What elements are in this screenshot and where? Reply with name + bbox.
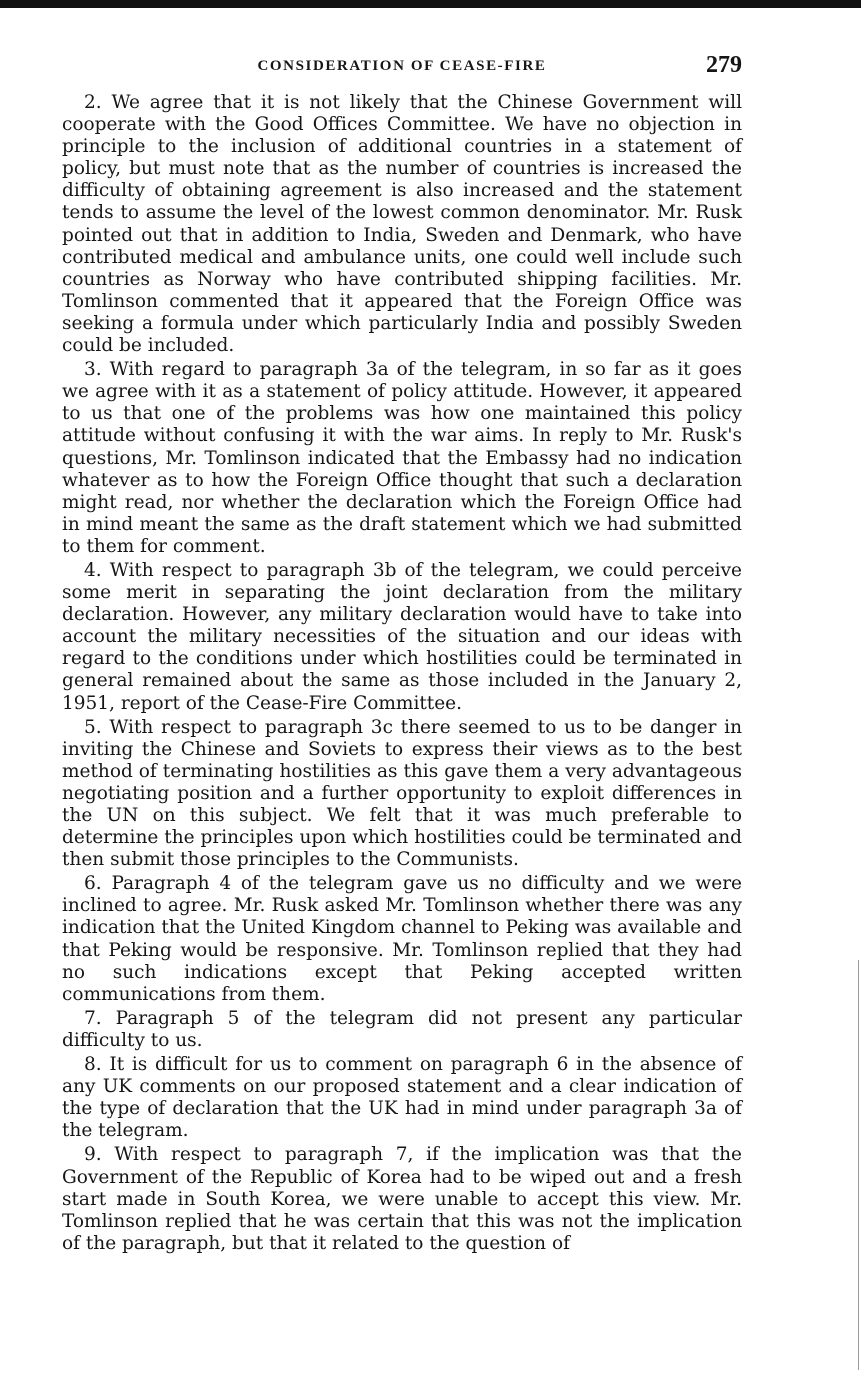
document-page <box>62 52 742 1255</box>
page-number: 279 <box>706 52 742 78</box>
paragraph-3: 3. With regard to paragraph 3a of the telegram, in so far as it goes we agree with it as a statement of policy attitude. However, it appeared to us that one of the problems was how one maintained this policy attitude without confusing it with the war aims. In reply to Mr. Rusk's questions, Mr. Tomlinson indicated that the Embassy had no indication whatever as to how the Foreign Office thought that such a declaration might read, nor whether the declaration which the Foreign Office had in mind meant the same as the draft statement which we had submitted to them for comment. <box>62 359 742 557</box>
right-scan-edge <box>858 960 859 1370</box>
top-scan-edge <box>0 0 861 8</box>
running-head <box>62 52 742 82</box>
paragraph-2: 2. We agree that it is not likely that the Chinese Government will cooperate with the Good Offices Committee. We have no objection in principle to the inclusion of additional countries in a statement of policy, but must note that as the number of countries is increased the difficulty of obtaining agreement is also increased and the statement tends to assume the level of the lowest common denominator. Mr. Rusk pointed out that in addition to India, Sweden and Denmark, who have contributed medical and ambulance units, one could well include such countries as Norway who have contributed shipping facilities. Mr. Tomlinson commented that it appeared that the Foreign Office was seeking a formula under which particularly India and possibly Sweden could be included. <box>62 92 742 357</box>
paragraph-5: 5. With respect to paragraph 3c there seemed to us to be danger in inviting the Chinese and Soviets to express their views as to the best method of terminating hostilities as this gave them a very advantageous negotiating position and a further opportunity to exploit differences in the UN on this subject. We felt that it was much preferable to determine the principles upon which hostilities could be terminated and then submit those principles to the Communists. <box>62 716 742 871</box>
running-title: CONSIDERATION OF CEASE-FIRE <box>257 58 547 74</box>
paragraph-4: 4. With respect to paragraph 3b of the telegram, we could perceive some merit in separating the joint declaration from the military declaration. However, any military declaration would have to take into account the military necessities of the situation and our ideas with regard to the conditions under which hostilities could be terminated in general remained about the same as those included in the January 2, 1951, report of the Cease-Fire Committee. <box>62 559 742 714</box>
paragraph-7: 7. Paragraph 5 of the telegram did not present any particular difficulty to us. <box>62 1007 742 1051</box>
body-text <box>62 92 742 1255</box>
paragraph-6: 6. Paragraph 4 of the telegram gave us no difficulty and we were inclined to agree. Mr. Rusk asked Mr. Tomlinson whether there was any indication that the United Kingdom channel to Peking was available and that Peking would be responsive. Mr. Tomlinson replied that they had no such indications except that Peking accepted written communications from them. <box>62 873 742 1005</box>
paragraph-8: 8. It is difficult for us to comment on paragraph 6 in the absence of any UK comments on our proposed statement and a clear indication of the type of declaration that the UK had in mind under paragraph 3a of the telegram. <box>62 1054 742 1142</box>
paragraph-9: 9. With respect to paragraph 7, if the implication was that the Government of the Republic of Korea had to be wiped out and a fresh start made in South Korea, we were unable to accept this view. Mr. Tomlinson replied that he was certain that this was not the implication of the paragraph, but that it related to the question of <box>62 1144 742 1254</box>
